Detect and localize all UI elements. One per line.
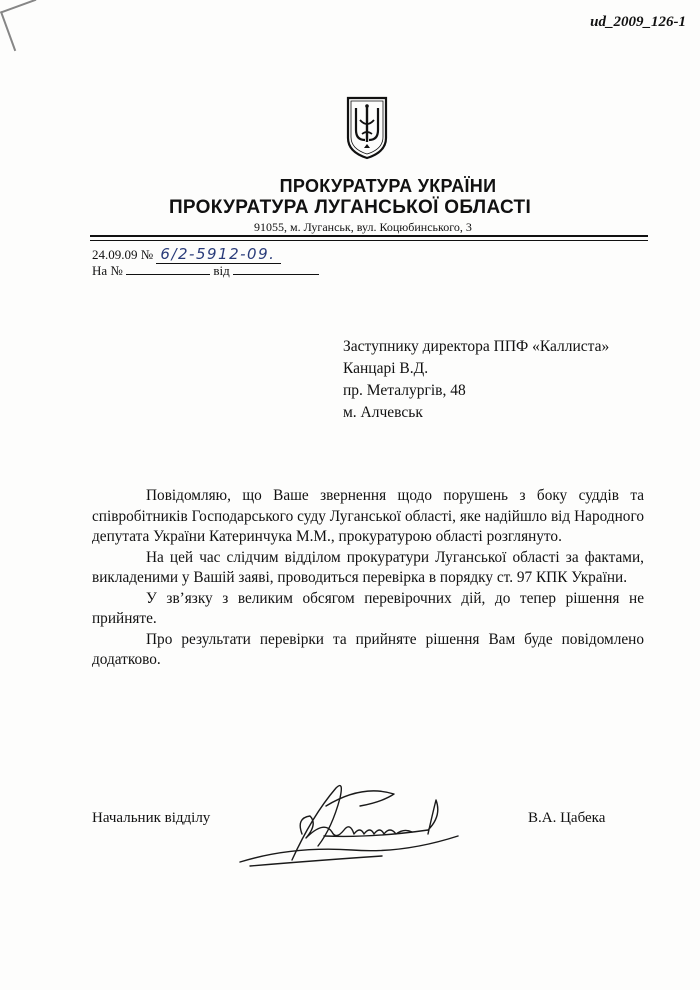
number-label: № — [140, 247, 154, 262]
body-paragraph: На цей час слідчим відділом прокуратури Луганської області за фактами, викладеними у Вашій заяві, проводиться перевірка в порядку ст. 97 КПК України. — [92, 548, 644, 586]
header-divider-thick — [90, 235, 648, 237]
handwritten-signature — [232, 776, 492, 872]
incoming-reference — [92, 262, 319, 279]
body-paragraph: Повідомляю, що Ваше звернення щодо порушень з боку суддів та співробітників Господарського суду Луганської області, яке надійшло від Народного депутата України Катеринчука М.М., прокуратурою області розглянуто. — [92, 487, 644, 545]
addressee-position: Заступнику директора ППФ «Каллиста» — [343, 338, 610, 355]
reply-number-label: На № — [92, 263, 123, 278]
organization-name: ПРОКУРАТУРА УКРАЇНИ — [279, 176, 497, 196]
letter-body — [92, 486, 644, 671]
organization-regional-name: ПРОКУРАТУРА ЛУГАНСЬКОЇ ОБЛАСТІ — [168, 197, 532, 218]
document-id: ud_2009_126-1 — [590, 14, 686, 30]
signatory-title: Начальник відділу — [92, 810, 211, 826]
addressee-name: Канцарі В.Д. — [343, 360, 429, 377]
addressee-block — [343, 336, 609, 424]
outgoing-reference — [92, 245, 281, 263]
letter-date: 24.09.09 — [92, 247, 138, 262]
organization-address: 91055, м. Луганськ, вул. Коцюбинського, 3 — [254, 220, 472, 234]
reply-date-label: від — [213, 263, 230, 278]
handwritten-reference-number: 6/2-5912-09. — [156, 245, 281, 264]
reply-date-blank — [233, 262, 319, 275]
trident-coat-of-arms-icon — [344, 94, 390, 160]
body-paragraph: Про результати перевірки та прийняте рішення Вам буде повідомлено додатково. — [92, 630, 644, 668]
staple-mark — [0, 0, 50, 51]
header-divider-thin — [90, 240, 648, 241]
signatory-name: В.А. Цабека — [528, 810, 606, 826]
reply-number-blank — [126, 262, 210, 275]
body-paragraph: У зв’язку з великим обсягом перевірочних дій, до тепер рішення не прийняте. — [92, 589, 644, 627]
addressee-street: пр. Металургів, 48 — [343, 382, 466, 399]
addressee-city: м. Алчевськ — [343, 404, 423, 421]
